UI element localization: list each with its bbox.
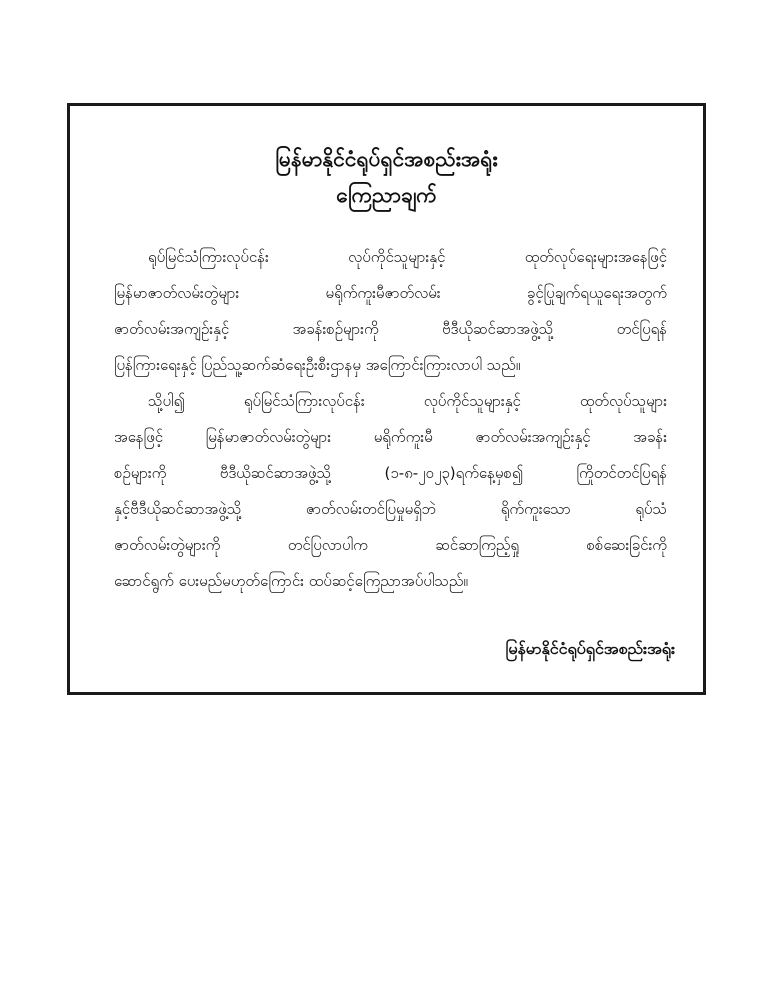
paragraph2-line: ဆောင်ရွက် ပေးမည်မဟုတ်ကြောင်း ထပ်ဆင့်ကြေညာအပ်ပါသည်။ — [114, 572, 468, 590]
paragraph2-line: နှင့်ဗီဒီယိုဆင်ဆာအဖွဲ့သို့ ဇာတ်လမ်းတင်ပြမှုမရှိဘဲ ရိုက်ကူးသော ရုပ်သံ — [114, 500, 667, 518]
paragraph2-line: စဉ်များကို ဗီဒီယိုဆင်ဆာအဖွဲ့သို့ (၁-၈-၂၀၂၃)ရက်နေ့မှစ၍ ကြိုတင်တင်ပြရန် — [114, 464, 667, 482]
paragraph1-line: ရုပ်မြင်သံကြားလုပ်ငန်း လုပ်ကိုင်သူများနှင့် ထုတ်လုပ်ရေးများအနေဖြင့် — [148, 248, 667, 266]
notice-title-organization: မြန်မာနိုင်ငံရုပ်ရှင်အစည်းအရုံး — [275, 147, 498, 171]
paragraph1-line: ပြန်ကြားရေးနှင့် ပြည်သူ့ဆက်ဆံရေးဦးစီးဌာနမှ အကြောင်းကြားလာပါ သည်။ — [114, 356, 521, 374]
notice-box — [67, 103, 706, 695]
paragraph1-line: မြန်မာဇာတ်လမ်းတွဲများ မရိုက်ကူးမီဇာတ်လမ်း ခွင့်ပြုချက်ရယူရေးအတွက် — [114, 284, 667, 302]
paragraph1-line: ဇာတ်လမ်းအကျဉ်းနှင့် အခန်းစဉ်များကို ဗီဒီယိုဆင်ဆာအဖွဲ့သို့ တင်ပြရန် — [114, 320, 667, 338]
notice-title-announcement: ကြေညာချက် — [336, 183, 437, 207]
paragraph2-line: အနေဖြင့် မြန်မာဇာတ်လမ်းတွဲများ မရိုက်ကူးမီ ဇာတ်လမ်းအကျဉ်းနှင့် အခန်း — [114, 428, 667, 446]
paragraph2-line: ဇာတ်လမ်းတွဲများကို တင်ပြလာပါက ဆင်ဆာကြည့်ရှု စစ်ဆေးခြင်းကို — [114, 536, 667, 554]
signature-organization: မြန်မာနိုင်ငံရုပ်ရှင်အစည်းအရုံး — [505, 639, 675, 658]
paragraph2-line: သို့ပါ၍ ရုပ်မြင်သံကြားလုပ်ငန်း လုပ်ကိုင်သူများနှင့် ထုတ်လုပ်သူများ — [148, 392, 667, 410]
